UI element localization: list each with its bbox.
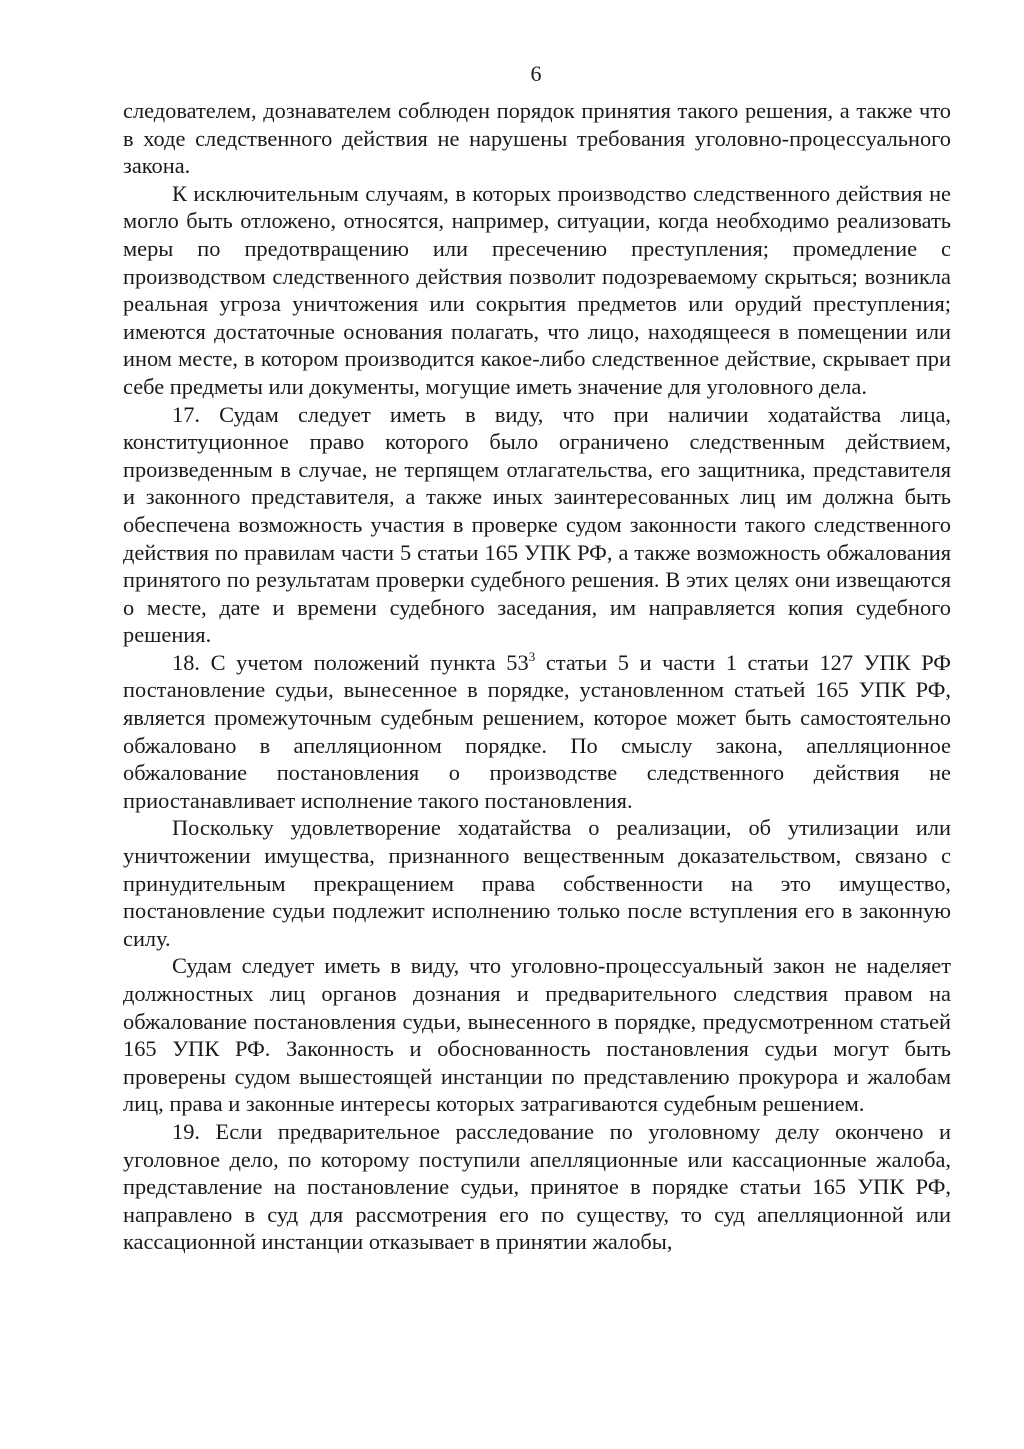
paragraph-18 — [123, 649, 951, 815]
paragraph-18-text-start: 18. С учетом положений пункта 53 — [172, 649, 529, 675]
paragraph-17: 17. Судам следует иметь в виду, что при наличии ходатайства лица, конституционное право которого было ограничено следственным действием, произведенным в случае, не терпящем отлагательства, его защитника, представителя и законного представителя, а также иных заинтересованных лиц им должна быть обеспечена возможность участия в проверке судом законности такого следственного действия по правилам части 5 статьи 165 УПК РФ, а также возможность обжалования принятого по результатам проверки судебного решения. В этих целях они извещаются о месте, дате и времени судебного заседания, им направляется копия судебного решения. — [123, 401, 951, 648]
paragraph-property-disposal: Поскольку удовлетворение ходатайства о реализации, об утилизации или уничтожении имущества, признанного вещественным доказательством, связано с принудительным прекращением права собственности на это имущество, постановление судьи подлежит исполнению только после вступления его в законную силу. — [123, 815, 951, 951]
paragraph-18-text-end: статьи 5 и части 1 статьи 127 УПК РФ постановление судьи, вынесенное в порядке, установленном статьей 165 УПК РФ, является промежуточным судебным решением, которое может быть самостоятельно обжаловано в апелляционном порядке. По смыслу закона, апелляционное обжалование постановления о производстве следственного действия не приостанавливает исполнение такого постановления. — [123, 649, 951, 813]
paragraph-exceptional-cases: К исключительным случаям, в которых производство следственного действия не могло быть отложено, относятся, например, ситуации, когда необходимо реализовать меры по предотвращению или пресечению преступления; промедление с производством следственного действия позволит подозреваемому скрыться; возникла реальная угроза уничтожения или сокрытия предметов или орудий преступления; имеются достаточные основания полагать, что лицо, находящееся в помещении или ином месте, в котором производится какое-либо следственное действие, скрывает при себе предметы или документы, могущие иметь значение для уголовного дела. — [123, 180, 951, 399]
paragraph-appeal-rights: Судам следует иметь в виду, что уголовно-процессуальный закон не наделяет должностных лиц органов дознания и предварительного следствия правом на обжалование постановления судьи, вынесенного в порядке, предусмотренном статьей 165 УПК РФ. Законность и обоснованность постановления судьи могут быть проверены судом вышестоящей инстанции по представлению прокурора и жалобам лиц, права и законные интересы которых затрагиваются судебным решением. — [123, 953, 951, 1117]
paragraph-19: 19. Если предварительное расследование по уголовному делу окончено и уголовное дело, по которому поступили апелляционные или кассационные жалоба, представление на постановление судьи, принятое в порядке статьи 165 УПК РФ, направлено в суд для рассмотрения его по существу, то суд апелляционной или кассационной инстанции отказывает в принятии жалобы, — [123, 1118, 951, 1255]
paragraph-continuation: следователем, дознавателем соблюден порядок принятия такого решения, а также что в ходе следственного действия не нарушены требования уголовно-процессуального закона. — [123, 98, 951, 179]
page-number: 6 — [530, 61, 542, 86]
document-body — [123, 97, 951, 1256]
paragraph-18-superscript: 3 — [528, 648, 536, 664]
